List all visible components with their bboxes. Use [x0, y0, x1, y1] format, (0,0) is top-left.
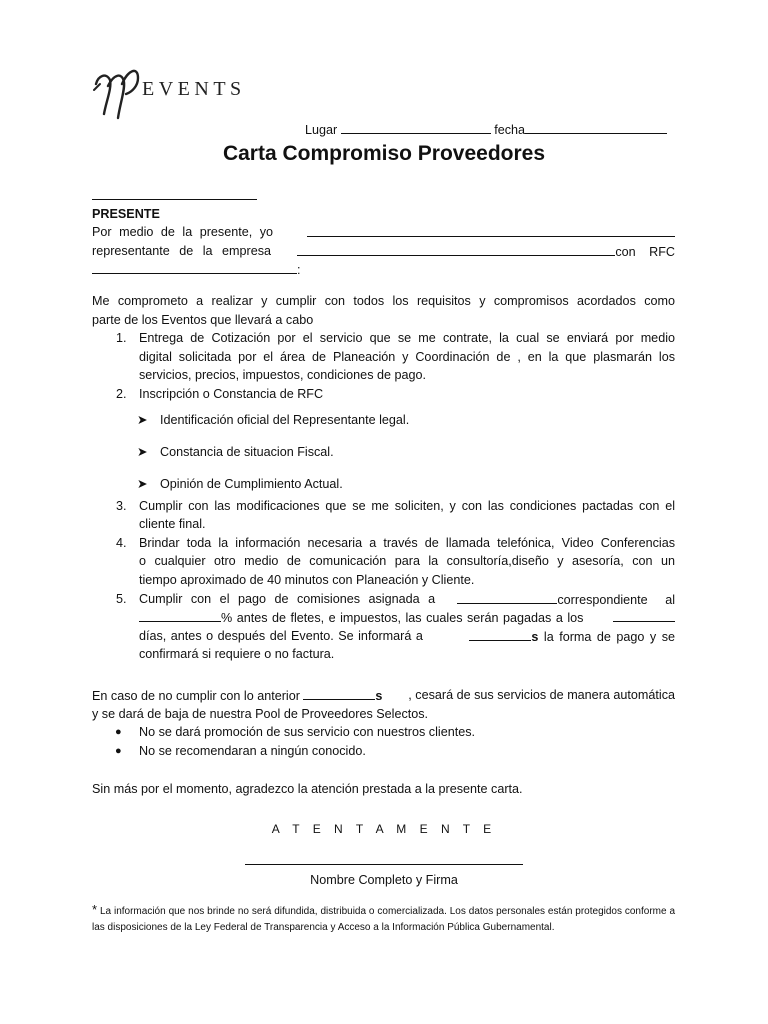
events-logo — [92, 62, 267, 124]
commitment-section — [92, 292, 675, 664]
footnote-text: La información que nos brinde no será difundida, distribuida o comercializada. Los datos personales están protegidos conforme a las disposiciones de la Ley Federal de Transparencia y Acceso a la Información Pública Gubernamental. — [92, 906, 676, 933]
addressee-field[interactable] — [92, 186, 257, 200]
arrow-bullet-icon: ➤ — [137, 412, 148, 427]
signature-line[interactable] — [245, 863, 523, 865]
lugar-label: Lugar — [305, 123, 338, 137]
commission-assignee-field[interactable] — [457, 590, 557, 604]
arrow-bullet-icon: ➤ — [137, 444, 148, 459]
list-item-5: 5. Cumplir con el pago de comisiones asignada a correspondiente al % antes de fletes, e impuestos, las cuales serán pagadas a los días, antes o después del Evento. Se informará a s la forma de pago y se confirmará si requiere o no factura. — [116, 591, 675, 662]
intro-line-2: representante de la empresa con RFC — [92, 243, 675, 259]
intro-section — [92, 186, 675, 279]
arrow-bullet-icon: ➤ — [137, 476, 148, 491]
list-item-3: 3. Cumplir con las modificaciones que se me soliciten, y con las condiciones pactadas con el cliente final. — [116, 498, 675, 532]
closing-text: Sin más por el momento, agradezco la atención prestada a la presente carta. — [92, 782, 523, 796]
list-item: ● No se dará promoción de sus servicio con nuestros clientes. — [92, 723, 675, 742]
consequence-section: En caso de no cumplir con lo anterior s , cesará de sus servicios de manera automática y se dará de baja de nuestra Pool de Proveedores Selectos. ● No se dará promoción de sus servicio con nuestros clientes. ● No se recomendaran a ningún conocido. — [92, 686, 675, 760]
footnote-star: * — [92, 902, 98, 917]
name-field[interactable] — [307, 223, 675, 237]
commitment-line-2: parte de los Eventos que llevará a cabo — [92, 312, 314, 327]
payment-days-field[interactable] — [613, 608, 675, 622]
fecha-label: fecha — [494, 123, 526, 137]
sublist-item: ➤ Opinión de Cumplimiento Actual. — [92, 475, 675, 497]
commitment-line-1: Me comprometo a realizar y cumplir con todos los requisitos y compromisos acordados como — [92, 294, 675, 308]
rfc-sublist — [92, 411, 675, 497]
intro-line-3: : — [92, 260, 675, 279]
sublist-item: ➤ Identificación oficial del Representante legal. — [92, 411, 675, 443]
rfc-field[interactable] — [92, 260, 297, 274]
provider-name-field[interactable] — [303, 686, 375, 700]
document-title: Carta Compromiso Proveedores — [222, 142, 546, 165]
footnote — [92, 902, 675, 935]
atentamente-label: A T E N T A M E N T E — [271, 822, 497, 836]
signature-block — [0, 820, 768, 889]
inform-to-field[interactable] — [469, 627, 531, 641]
signature-label: Nombre Completo y Firma — [310, 872, 458, 887]
fecha-field[interactable] — [525, 120, 667, 134]
lugar-field[interactable] — [341, 120, 491, 134]
sublist-item: ➤ Constancia de situacion Fiscal. — [92, 443, 675, 475]
list-item-1: 1. Entrega de Cotización por el servicio que se me contrate, la cual se enviará por medio digital solicitada por el área de Planeación y Coordinación de , en la que plasmarán los servicios, precios, impuestos, condiciones de pago. — [116, 331, 675, 383]
logo-text: EVENTS — [142, 78, 246, 100]
intro-line-1: Por medio de la presente, yo — [92, 223, 675, 242]
bullet-icon: ● — [115, 726, 122, 739]
list-item-2: 2. Inscripción o Constancia de RFC — [116, 386, 324, 401]
commission-percent-field[interactable] — [139, 608, 221, 622]
presente-heading: PRESENTE — [92, 206, 160, 221]
company-field[interactable] — [297, 242, 615, 256]
bullet-icon: ● — [115, 744, 122, 757]
place-date-line — [305, 120, 675, 140]
list-item: ● No se recomendaran a ningún conocido. — [92, 742, 675, 761]
list-item-4: 4. Brindar toda la información necesaria a través de llamada telefónica, Video Conferencias o cualquier otro medio de comunicación para la consultoría,diseño y asesoría, con un tiempo aproximado de 40 minutos con Planeación y Cliente. — [116, 535, 675, 587]
